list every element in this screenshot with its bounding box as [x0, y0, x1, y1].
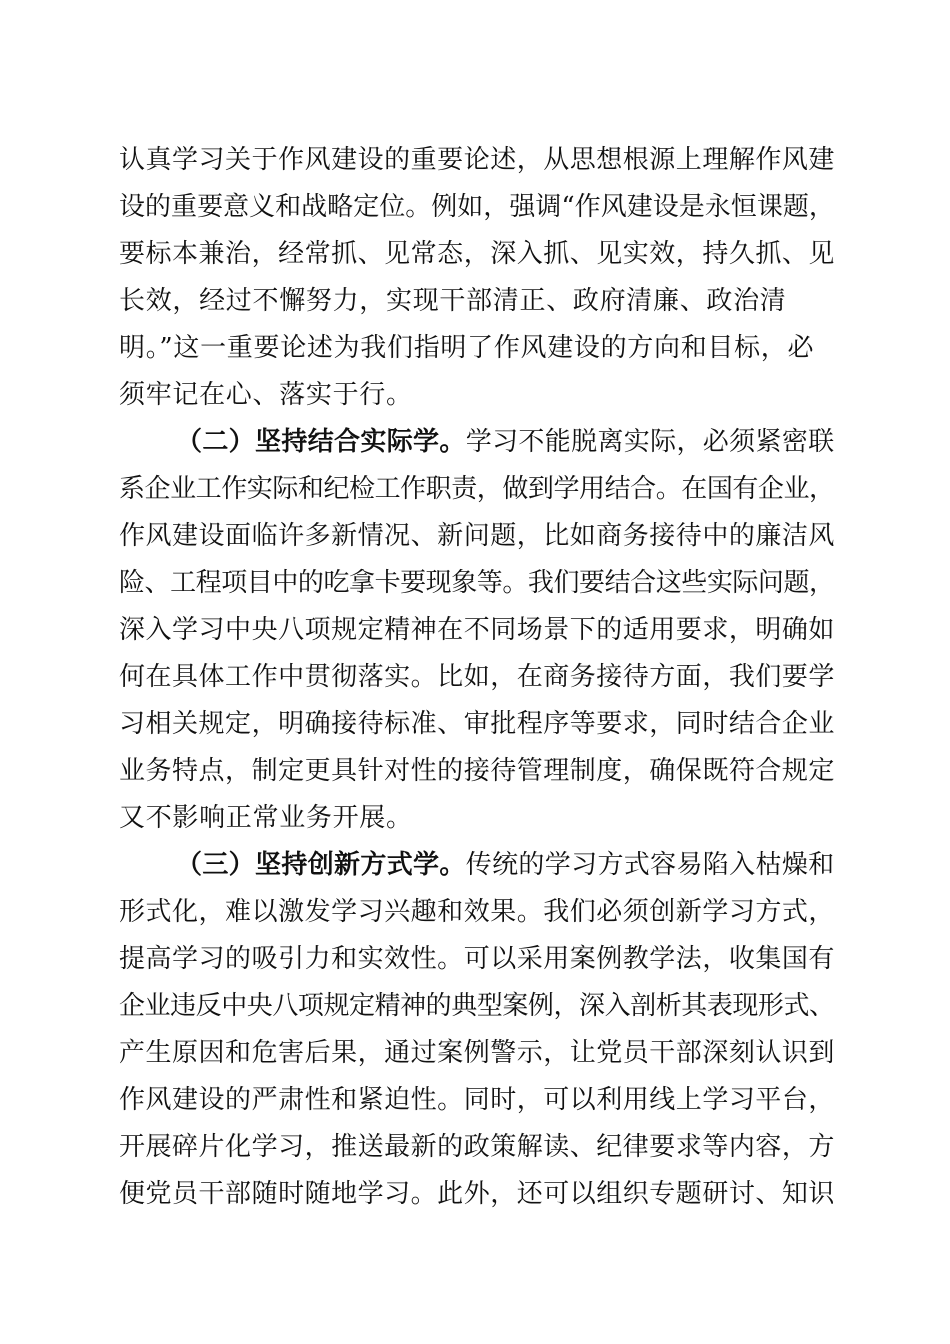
- section-2-heading: （二）坚持结合实际学。: [176, 427, 466, 457]
- paragraph-3-line-5: 产生原因和危害后果，通过案例警示，让党员干部深刻认识到: [119, 1038, 835, 1068]
- paragraph-3-line-6: 作风建设的严肃性和紧迫性。同时，可以利用线上学习平台，: [119, 1085, 835, 1115]
- paragraph-3-line-4: 企业违反中央八项规定精神的典型案例，深入剖析其表现形式、: [119, 991, 835, 1021]
- paragraph-3-line-3: 提高学习的吸引力和实效性。可以采用案例教学法，收集国有: [119, 944, 835, 974]
- paragraph-1-line-2: 设的重要意义和战略定位。例如，强调“作风建设是永恒课题，: [119, 192, 835, 222]
- paragraph-2-line-9: 又不影响正常业务开展。: [119, 803, 413, 833]
- paragraph-1-line-1: 认真学习关于作风建设的重要论述，从思想根源上理解作风建: [119, 145, 835, 175]
- paragraph-3-line-8: 便党员干部随时随地学习。此外，还可以组织专题研讨、知识: [119, 1179, 835, 1209]
- paragraph-2-line-4: 险、工程项目中的吃拿卡要现象等。我们要结合这些实际问题，: [119, 568, 835, 598]
- paragraph-2-line-1: [176, 419, 835, 465]
- paragraph-1-line-5: 明。”这一重要论述为我们指明了作风建设的方向和目标，必: [119, 333, 815, 363]
- paragraph-2-line-6: 何在具体工作中贯彻落实。比如，在商务接待方面，我们要学: [119, 662, 835, 692]
- paragraph-3-line-2: 形式化，难以激发学习兴趣和效果。我们必须创新学习方式，: [119, 897, 835, 927]
- paragraph-3-line-7: 开展碎片化学习，推送最新的政策解读、纪律要求等内容，方: [119, 1132, 835, 1162]
- paragraph-1-line-3: 要标本兼治，经常抓、见常态，深入抓、见实效，持久抓、见: [119, 239, 835, 269]
- paragraph-3-line-1: [176, 842, 835, 888]
- section-2-first-line-text: 学习不能脱离实际，必须紧密联: [465, 427, 835, 457]
- paragraph-2-line-2: 系企业工作实际和纪检工作职责，做到学用结合。在国有企业，: [119, 474, 835, 504]
- paragraph-2-line-7: 习相关规定，明确接待标准、审批程序等要求，同时结合企业: [119, 709, 835, 739]
- paragraph-1-line-6: 须牢记在心、落实于行。: [119, 380, 413, 410]
- paragraph-2-line-5: 深入学习中央八项规定精神在不同场景下的适用要求，明确如: [119, 615, 835, 645]
- section-3-first-line-text: 传统的学习方式容易陷入枯燥和: [465, 850, 835, 880]
- paragraph-1-line-4: 长效，经过不懈努力，实现干部清正、政府清廉、政治清: [119, 286, 787, 316]
- section-3-heading: （三）坚持创新方式学。: [176, 850, 466, 880]
- paragraph-2-line-8: 业务特点，制定更具针对性的接待管理制度，确保既符合规定: [119, 756, 835, 786]
- paragraph-2-line-3: 作风建设面临许多新情况、新问题，比如商务接待中的廉洁风: [119, 521, 835, 551]
